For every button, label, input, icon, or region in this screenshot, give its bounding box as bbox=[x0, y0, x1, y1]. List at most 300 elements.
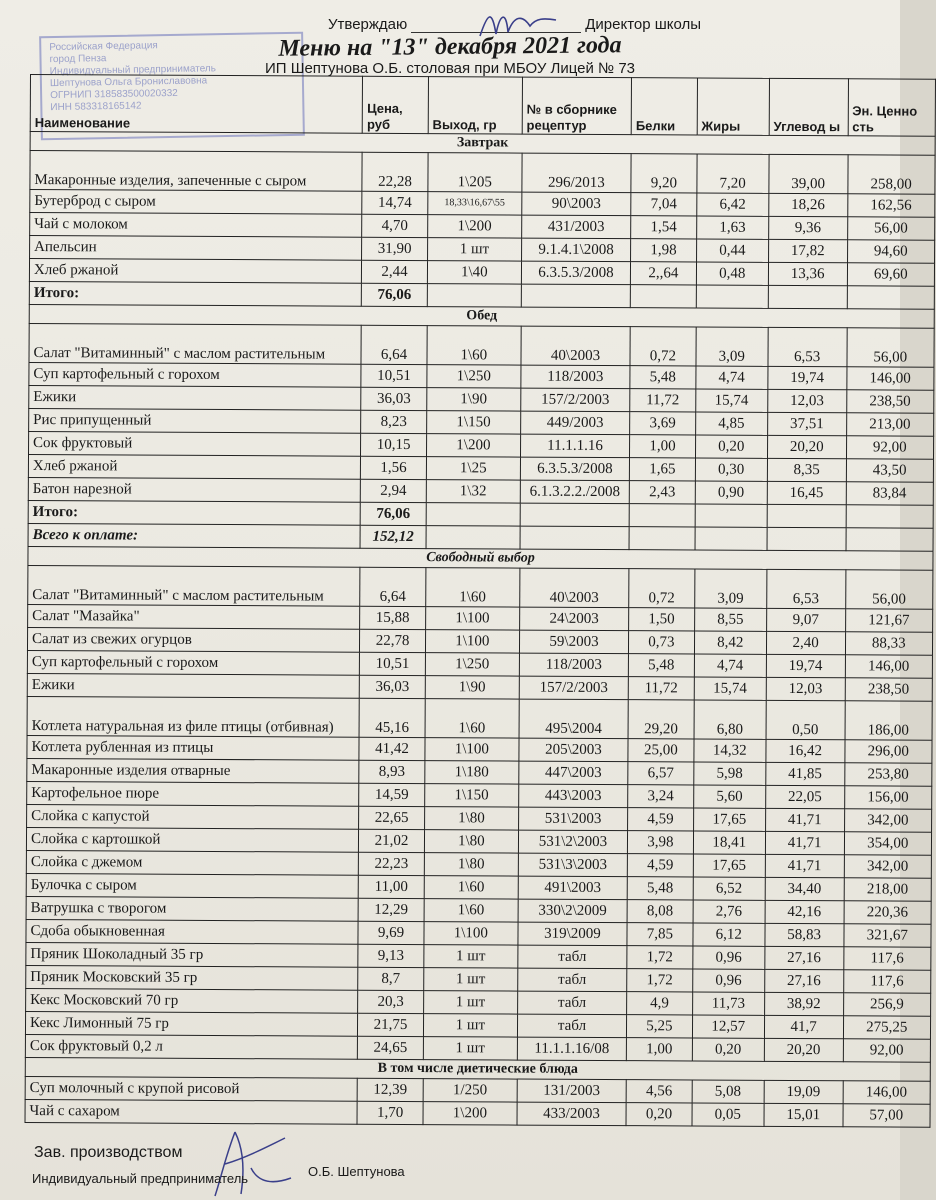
empty-cell bbox=[520, 526, 629, 550]
cell-carbs: 34,40 bbox=[765, 877, 844, 900]
cell-protein: 5,48 bbox=[627, 877, 693, 900]
cell-energy: 43,50 bbox=[846, 459, 934, 482]
cell-protein: 4,59 bbox=[628, 808, 694, 831]
empty-cell bbox=[426, 526, 520, 549]
cell-fat: 11,73 bbox=[692, 992, 764, 1015]
cell-energy: 57,00 bbox=[843, 1104, 931, 1127]
cell-protein: 1,00 bbox=[630, 435, 696, 458]
entrepreneur-label: Индивидуальный предприниматель bbox=[32, 1171, 249, 1186]
menu-row bbox=[30, 151, 935, 195]
cell-carbs: 41,7 bbox=[764, 1015, 843, 1038]
cell-energy: 258,00 bbox=[847, 155, 935, 194]
cell-energy: 92,00 bbox=[843, 1039, 931, 1062]
cell-fat: 15,74 bbox=[694, 677, 766, 700]
cell-yield: 1\150 bbox=[425, 784, 519, 807]
cell-energy: 56,00 bbox=[846, 328, 934, 367]
cell-recipe: 24\2003 bbox=[519, 607, 628, 631]
cell-price: 8,93 bbox=[359, 760, 425, 783]
cell-name: Пряник Шоколадный 35 гр bbox=[26, 942, 358, 967]
cell-carbs: 6,53 bbox=[768, 327, 847, 366]
cell-recipe: табл bbox=[517, 991, 626, 1015]
cell-fat: 0,30 bbox=[695, 458, 767, 481]
cell-yield: 1\80 bbox=[424, 853, 518, 876]
cell-recipe: 11.1.1.16 bbox=[520, 434, 629, 458]
cell-energy: 321,67 bbox=[843, 924, 931, 947]
col-carbs: Углевод ы bbox=[769, 78, 848, 135]
cell-carbs: 16,42 bbox=[766, 739, 845, 762]
cell-fat: 6,80 bbox=[694, 700, 766, 739]
cell-recipe: 157/2/2003 bbox=[521, 388, 630, 412]
cell-recipe: 433/2003 bbox=[517, 1102, 626, 1126]
cell-fat: 6,12 bbox=[693, 923, 765, 946]
cell-fat: 5,60 bbox=[693, 785, 765, 808]
stamp-line: Индивидуальный предприниматель bbox=[49, 63, 217, 78]
empty-cell bbox=[695, 504, 767, 527]
cell-recipe: 443\2003 bbox=[518, 784, 627, 808]
cell-price: 24,65 bbox=[358, 1036, 424, 1059]
cell-recipe: 531\3\2003 bbox=[518, 853, 627, 877]
cell-energy: 238,50 bbox=[845, 678, 933, 701]
cell-protein: 4,59 bbox=[627, 854, 693, 877]
empty-cell bbox=[629, 504, 695, 527]
cell-protein: 11,72 bbox=[628, 677, 694, 700]
cell-name: Котлета натуральная из филе птицы (отбивная) bbox=[27, 696, 359, 737]
cell-protein: 1,98 bbox=[631, 239, 697, 262]
cell-price: 10,51 bbox=[361, 364, 427, 387]
cell-energy: 56,00 bbox=[845, 570, 933, 609]
cell-yield: 1\250 bbox=[425, 653, 519, 676]
cell-name: Салат "Витаминный" с маслом растительным bbox=[28, 565, 360, 606]
cell-fat: 5,98 bbox=[693, 762, 765, 785]
col-energy: Эн. Ценно сть bbox=[848, 79, 936, 136]
cell-recipe: 449/2003 bbox=[520, 411, 629, 435]
cell-name: Макаронные изделия отварные bbox=[27, 758, 359, 783]
menu-row bbox=[27, 696, 932, 740]
cell-fat: 3,09 bbox=[696, 327, 768, 366]
cell-price: 2,94 bbox=[361, 479, 427, 502]
cell-recipe: табл bbox=[518, 968, 627, 992]
cell-price: 8,7 bbox=[358, 967, 424, 990]
cell-yield: 1\100 bbox=[424, 922, 518, 945]
cell-name: Суп картофельный с горохом bbox=[27, 650, 359, 675]
cell-energy: 342,00 bbox=[844, 809, 932, 832]
cell-fat: 4,85 bbox=[695, 412, 767, 435]
cell-carbs: 27,16 bbox=[765, 946, 844, 969]
cell-carbs: 0,50 bbox=[766, 700, 845, 739]
cell-yield: 1\60 bbox=[424, 899, 518, 922]
cell-energy: 186,00 bbox=[845, 701, 933, 740]
cell-protein: 2,,64 bbox=[631, 262, 697, 285]
cell-energy: 69,60 bbox=[847, 263, 935, 286]
cell-fat: 18,41 bbox=[693, 831, 765, 854]
cell-fat: 17,65 bbox=[693, 808, 765, 831]
cell-recipe: 157/2/2003 bbox=[519, 676, 628, 700]
production-label: Зав. производством bbox=[34, 1144, 183, 1161]
cell-name: Кекс Лимонный 75 гр bbox=[25, 1011, 357, 1036]
cell-price: 45,16 bbox=[359, 698, 425, 737]
cell-yield: 1\90 bbox=[427, 388, 521, 411]
empty-cell bbox=[846, 528, 934, 551]
cell-fat: 17,65 bbox=[693, 854, 765, 877]
cell-carbs: 42,16 bbox=[765, 900, 844, 923]
cell-fat: 2,76 bbox=[693, 900, 765, 923]
cell-recipe: 531\2\2003 bbox=[518, 830, 627, 854]
cell-yield: 1\100 bbox=[425, 630, 519, 653]
cell-fat: 6,52 bbox=[693, 877, 765, 900]
cell-energy: 256,9 bbox=[843, 993, 931, 1016]
cell-yield: 1 шт bbox=[424, 968, 518, 991]
stamp-line: ИНН 583318165142 bbox=[50, 100, 142, 114]
empty-cell bbox=[427, 284, 521, 307]
cell-yield: 1\200 bbox=[426, 434, 520, 457]
cell-carbs: 9,36 bbox=[768, 216, 847, 239]
cell-price: 41,42 bbox=[359, 737, 425, 760]
empty-cell bbox=[521, 284, 630, 308]
cell-name: Слойка с картошкой bbox=[26, 827, 358, 852]
cell-protein: 0,72 bbox=[630, 327, 696, 366]
col-recipe: № в сборнике рецептур bbox=[522, 77, 632, 135]
menu-row bbox=[25, 1099, 930, 1127]
empty-cell bbox=[847, 286, 935, 309]
cell-yield: 1\100 bbox=[425, 738, 519, 761]
cell-name: Суп молочный с крупой рисовой bbox=[25, 1076, 357, 1101]
cell-price: 9,69 bbox=[358, 921, 424, 944]
empty-cell bbox=[767, 504, 846, 527]
cell-protein: 1,50 bbox=[629, 608, 695, 631]
cell-recipe: 11.1.1.16/08 bbox=[517, 1037, 626, 1061]
stamp-line: Шептунова Ольга Брониславовна bbox=[49, 75, 208, 90]
cell-energy: 275,25 bbox=[843, 1016, 931, 1039]
cell-protein: 29,20 bbox=[628, 700, 694, 739]
cell-energy: 162,56 bbox=[847, 194, 935, 217]
cell-protein: 0,72 bbox=[629, 569, 695, 608]
total-value: 76,06 bbox=[360, 502, 426, 525]
cell-fat: 8,42 bbox=[694, 631, 766, 654]
cell-fat: 0,96 bbox=[693, 946, 765, 969]
approval-label: Утверждаю bbox=[328, 16, 408, 33]
cell-fat: 15,74 bbox=[695, 389, 767, 412]
cell-yield: 1\40 bbox=[427, 261, 521, 284]
cell-name: Апельсин bbox=[30, 236, 362, 261]
cell-yield: 1\60 bbox=[427, 326, 521, 365]
cell-name: Чай с молоком bbox=[30, 213, 362, 238]
cell-carbs: 41,71 bbox=[765, 831, 844, 854]
cell-name: Салат "Витаминный" с маслом растительным bbox=[29, 323, 361, 364]
signer-name: О.Б. Шептунова bbox=[308, 1164, 405, 1179]
cell-yield: 1\200 bbox=[427, 215, 521, 238]
empty-cell bbox=[767, 527, 846, 550]
col-protein: Белки bbox=[631, 78, 697, 135]
cell-yield: 1\100 bbox=[425, 607, 519, 630]
cell-carbs: 12,03 bbox=[768, 389, 847, 412]
cell-price: 4,70 bbox=[362, 214, 428, 237]
page-subtitle: ИП Шептунова О.Б. столовая при МБОУ Лицей № 73 bbox=[264, 60, 636, 77]
cell-price: 22,23 bbox=[359, 852, 425, 875]
cell-name: Хлеб ржаной bbox=[29, 259, 361, 284]
stamp-line: Российская Федерация bbox=[49, 40, 158, 54]
cell-protein: 0,20 bbox=[626, 1103, 692, 1126]
cell-energy: 146,00 bbox=[845, 655, 933, 678]
cell-recipe: 118/2003 bbox=[519, 653, 628, 677]
cell-recipe: 118/2003 bbox=[521, 365, 630, 389]
cell-price: 8,23 bbox=[361, 410, 427, 433]
cell-protein: 6,57 bbox=[628, 762, 694, 785]
cell-energy: 238,50 bbox=[846, 390, 934, 413]
cell-protein: 11,72 bbox=[630, 389, 696, 412]
cell-name: Бутерброд с сыром bbox=[30, 190, 362, 215]
cell-recipe: 330\2\2009 bbox=[518, 899, 627, 923]
approval-position: Директор школы bbox=[585, 16, 702, 33]
cell-name: Хлеб ржаной bbox=[28, 454, 360, 479]
cell-name: Суп картофельный с горохом bbox=[29, 362, 361, 387]
cell-fat: 4,74 bbox=[694, 654, 766, 677]
cell-protein: 1,00 bbox=[626, 1038, 692, 1061]
cell-protein: 4,9 bbox=[627, 992, 693, 1015]
cell-name: Слойка с джемом bbox=[26, 850, 358, 875]
cell-price: 6,64 bbox=[360, 567, 426, 606]
cell-fat: 7,20 bbox=[697, 154, 769, 193]
cell-name: Сок фруктовый bbox=[29, 431, 361, 456]
cell-carbs: 20,20 bbox=[767, 435, 846, 458]
cell-energy: 117,6 bbox=[843, 970, 931, 993]
cell-energy: 218,00 bbox=[844, 878, 932, 901]
empty-cell bbox=[846, 505, 934, 528]
cell-fat: 8,55 bbox=[694, 608, 766, 631]
section-title: В том числе диетические блюда bbox=[25, 1057, 930, 1081]
cell-energy: 354,00 bbox=[844, 832, 932, 855]
cell-recipe: 431/2003 bbox=[521, 215, 630, 239]
cell-carbs: 18,26 bbox=[769, 193, 848, 216]
empty-cell bbox=[426, 503, 520, 526]
col-yield: Выход, гр bbox=[428, 77, 522, 134]
cell-price: 22,28 bbox=[362, 152, 428, 191]
cell-protein: 1,72 bbox=[627, 946, 693, 969]
cell-name: Сдоба обыкновенная bbox=[26, 919, 358, 944]
cell-price: 21,02 bbox=[359, 829, 425, 852]
cell-recipe: 131/2003 bbox=[517, 1079, 626, 1103]
cell-price: 2,44 bbox=[362, 260, 428, 283]
cell-yield: 1\60 bbox=[424, 876, 518, 899]
cell-fat: 0,90 bbox=[695, 481, 767, 504]
cell-carbs: 41,71 bbox=[765, 854, 844, 877]
cell-energy: 88,33 bbox=[845, 632, 933, 655]
cell-recipe: 6.3.5.3/2008 bbox=[521, 261, 630, 285]
cell-carbs: 8,35 bbox=[767, 458, 846, 481]
cell-protein: 0,73 bbox=[629, 631, 695, 654]
cell-carbs: 15,01 bbox=[764, 1103, 843, 1126]
cell-recipe: 40\2003 bbox=[521, 326, 630, 366]
cell-recipe: 59\2003 bbox=[519, 630, 628, 654]
cell-yield: 18,33\16,67\55 bbox=[428, 192, 522, 215]
cell-energy: 296,00 bbox=[844, 740, 932, 763]
cell-fat: 12,57 bbox=[692, 1015, 764, 1038]
col-fat: Жиры bbox=[697, 78, 769, 135]
cell-protein: 7,85 bbox=[627, 923, 693, 946]
cell-protein: 7,04 bbox=[631, 193, 697, 216]
cell-protein: 1,54 bbox=[631, 216, 697, 239]
col-name: Наименование bbox=[30, 75, 363, 134]
menu-table bbox=[25, 74, 936, 1128]
cell-price: 22,65 bbox=[359, 806, 425, 829]
cell-carbs: 6,53 bbox=[767, 569, 846, 608]
cell-price: 15,88 bbox=[360, 606, 426, 629]
cell-protein: 5,48 bbox=[630, 366, 696, 389]
cell-name: Слойка с капустой bbox=[27, 804, 359, 829]
cell-yield: 1\205 bbox=[428, 153, 522, 192]
cell-name: Чай с сахаром bbox=[25, 1099, 357, 1124]
total-label: Всего к оплате: bbox=[28, 523, 360, 548]
cell-fat: 0,05 bbox=[692, 1103, 764, 1126]
cell-price: 21,75 bbox=[358, 1013, 424, 1036]
empty-cell bbox=[629, 527, 695, 550]
cell-recipe: 205\2003 bbox=[519, 738, 628, 762]
cell-yield: 1\80 bbox=[424, 830, 518, 853]
cell-fat: 1,63 bbox=[696, 216, 768, 239]
cell-protein: 2,43 bbox=[629, 481, 695, 504]
cell-recipe: 40\2003 bbox=[520, 568, 629, 608]
cell-price: 1,56 bbox=[361, 456, 427, 479]
cell-price: 12,39 bbox=[357, 1078, 423, 1101]
cell-price: 12,29 bbox=[358, 898, 424, 921]
cell-price: 14,74 bbox=[362, 191, 428, 214]
cell-name: Ватрушка с творогом bbox=[26, 896, 358, 921]
page-title: Меню на "13" декабря 2021 года bbox=[278, 32, 622, 62]
menu-row bbox=[29, 323, 934, 367]
stamp-line: город Пенза bbox=[49, 53, 107, 66]
cell-carbs: 20,20 bbox=[764, 1038, 843, 1061]
cell-protein: 8,08 bbox=[627, 900, 693, 923]
cell-price: 9,13 bbox=[358, 944, 424, 967]
cell-name: Пряник Московский 35 гр bbox=[26, 965, 358, 990]
cell-name: Булочка с сыром bbox=[26, 873, 358, 898]
cell-price: 36,03 bbox=[360, 675, 426, 698]
cell-energy: 156,00 bbox=[844, 786, 932, 809]
cell-protein: 3,24 bbox=[628, 785, 694, 808]
empty-cell bbox=[630, 285, 696, 308]
cell-carbs: 19,74 bbox=[766, 654, 845, 677]
cell-name: Макаронные изделия, запеченные с сыром bbox=[30, 151, 362, 192]
cell-fat: 6,42 bbox=[696, 193, 768, 216]
cell-recipe: 495\2004 bbox=[519, 699, 628, 739]
total-label: Итого: bbox=[28, 500, 360, 525]
cell-name: Батон нарезной bbox=[28, 477, 360, 502]
cell-energy: 117,6 bbox=[843, 947, 931, 970]
cell-yield: 1\60 bbox=[426, 568, 520, 607]
cell-energy: 213,00 bbox=[846, 413, 934, 436]
cell-recipe: 6.1.3.2.2./2008 bbox=[520, 480, 629, 504]
cell-recipe: 9.1.4.1\2008 bbox=[521, 238, 630, 262]
cell-yield: 1 шт bbox=[424, 945, 518, 968]
cell-protein: 3,98 bbox=[628, 831, 694, 854]
cell-yield: 1\90 bbox=[425, 676, 519, 699]
cell-recipe: 296/2013 bbox=[522, 153, 631, 193]
cell-recipe: 90\2003 bbox=[522, 192, 631, 216]
cell-energy: 83,84 bbox=[846, 482, 934, 505]
cell-fat: 0,20 bbox=[695, 435, 767, 458]
cell-carbs: 12,03 bbox=[766, 677, 845, 700]
cell-fat: 3,09 bbox=[694, 569, 766, 608]
cell-fat: 4,74 bbox=[696, 366, 768, 389]
section-title: Завтрак bbox=[30, 132, 935, 156]
cell-carbs: 13,36 bbox=[768, 262, 847, 285]
cell-protein: 5,25 bbox=[627, 1015, 693, 1038]
cell-price: 20,3 bbox=[358, 990, 424, 1013]
cell-energy: 146,00 bbox=[846, 367, 934, 390]
cell-yield: 1 шт bbox=[423, 991, 517, 1014]
cell-carbs: 41,85 bbox=[766, 762, 845, 785]
cell-fat: 0,96 bbox=[692, 969, 764, 992]
cell-recipe: табл bbox=[518, 945, 627, 969]
cell-energy: 94,60 bbox=[847, 240, 935, 263]
cell-yield: 1\180 bbox=[425, 761, 519, 784]
stamp-line: ОГРНИП 318583500020332 bbox=[50, 87, 178, 102]
cell-yield: 1/250 bbox=[423, 1079, 517, 1102]
production-signature bbox=[195, 1128, 295, 1198]
cell-name: Салат из свежих огурцов bbox=[27, 627, 359, 652]
cell-name: Ежики bbox=[29, 385, 361, 410]
cell-protein: 25,00 bbox=[628, 739, 694, 762]
cell-name: Сок фруктовый 0,2 л bbox=[25, 1034, 357, 1059]
cell-carbs: 19,74 bbox=[768, 366, 847, 389]
cell-recipe: 531\2003 bbox=[518, 807, 627, 831]
cell-energy: 253,80 bbox=[844, 763, 932, 786]
cell-yield: 1\60 bbox=[425, 699, 519, 738]
cell-carbs: 2,40 bbox=[766, 631, 845, 654]
section-title: Обед bbox=[29, 304, 934, 328]
cell-carbs: 16,45 bbox=[767, 481, 846, 504]
empty-cell bbox=[695, 527, 767, 550]
cell-protein: 4,56 bbox=[626, 1080, 692, 1103]
cell-price: 6,64 bbox=[361, 325, 427, 364]
cell-yield: 1 шт bbox=[427, 238, 521, 261]
total-value: 152,12 bbox=[360, 525, 426, 548]
cell-fat: 5,08 bbox=[692, 1080, 764, 1103]
cell-yield: 1\25 bbox=[426, 457, 520, 480]
total-label: Итого: bbox=[29, 281, 361, 306]
cell-name: Рис припущенный bbox=[29, 408, 361, 433]
cell-yield: 1\32 bbox=[426, 480, 520, 503]
cell-recipe: табл bbox=[517, 1014, 626, 1038]
cell-yield: 1\200 bbox=[423, 1102, 517, 1125]
cell-fat: 14,32 bbox=[694, 739, 766, 762]
cell-energy: 220,36 bbox=[844, 901, 932, 924]
empty-cell bbox=[696, 285, 768, 308]
cell-fat: 0,48 bbox=[696, 262, 768, 285]
cell-protein: 3,69 bbox=[630, 412, 696, 435]
cell-recipe: 491\2003 bbox=[518, 876, 627, 900]
cell-carbs: 58,83 bbox=[765, 923, 844, 946]
total-value: 76,06 bbox=[362, 283, 428, 306]
cell-protein: 1,65 bbox=[630, 458, 696, 481]
section-title: Свободный выбор bbox=[28, 546, 933, 570]
cell-price: 36,03 bbox=[361, 387, 427, 410]
menu-row bbox=[28, 565, 933, 609]
cell-price: 1,70 bbox=[357, 1101, 423, 1124]
cell-recipe: 447\2003 bbox=[519, 761, 628, 785]
cell-price: 10,51 bbox=[360, 652, 426, 675]
cell-name: Ежики bbox=[27, 673, 359, 698]
cell-name: Кекс Московский 70 гр bbox=[26, 988, 358, 1013]
cell-energy: 146,00 bbox=[843, 1081, 931, 1104]
cell-yield: 1\150 bbox=[426, 411, 520, 434]
cell-name: Салат "Мазайка" bbox=[28, 604, 360, 629]
cell-carbs: 22,05 bbox=[765, 785, 844, 808]
cell-energy: 56,00 bbox=[847, 217, 935, 240]
cell-energy: 92,00 bbox=[846, 436, 934, 459]
cell-carbs: 9,07 bbox=[766, 608, 845, 631]
empty-cell bbox=[520, 503, 629, 527]
cell-protein: 5,48 bbox=[628, 654, 694, 677]
